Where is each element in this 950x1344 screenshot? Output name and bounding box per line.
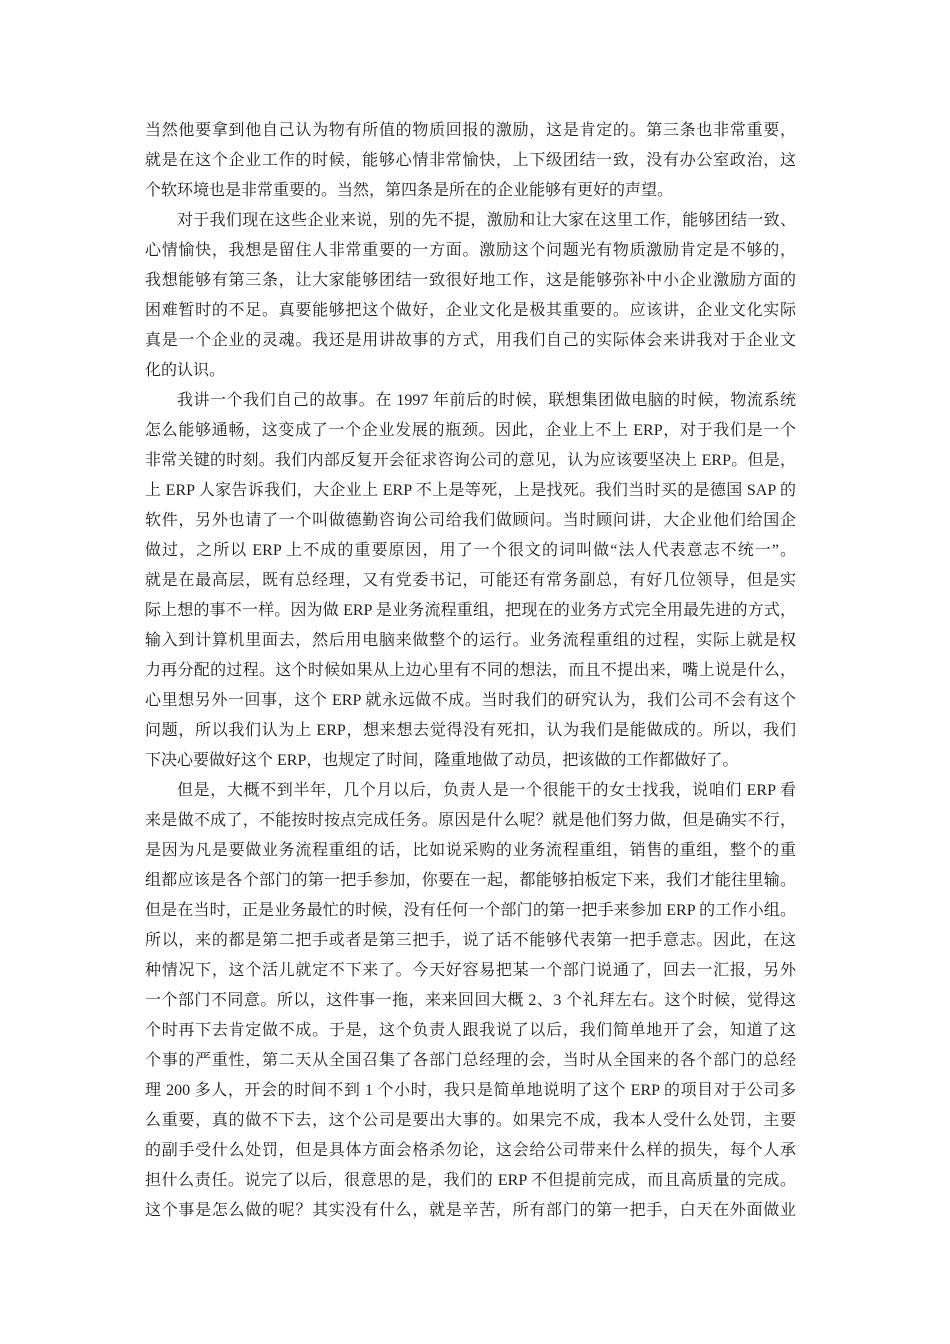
text-line: 怎么能够通畅，这变成了一个企业发展的瓶颈。因此，企业上不上 ERP，对于我们是一个: [145, 422, 796, 439]
text-line: 但是在当时，正是业务最忙的时候，没有任何一个部门的第一把手来参加 ERP 的工作小组。: [145, 902, 796, 919]
text-line: 组都应该是各个部门的第一把手参加，你要在一起，都能够拍板定下来，我们才能往里输。: [145, 872, 796, 889]
text-block: [145, 116, 796, 1226]
text-line: 个时再下去肯定做不成。于是，这个负责人跟我说了以后，我们简单地开了会，知道了这: [145, 1022, 796, 1039]
text-line: 但是，大概不到半年，几个月以后，负责人是一个很能干的女士找我，说咱们 ERP 看: [177, 782, 796, 799]
text-line: 理 200 多人，开会的时间不到 1 个小时，我只是简单地说明了这个 ERP 的项目对于公司多: [145, 1082, 796, 1099]
text-line: 软件，另外也请了一个叫做德勤咨询公司给我们做顾问。当时顾问讲，大企业他们给国企: [145, 512, 796, 529]
text-line: 一个部门不同意。所以，这件事一拖，来来回回大概 2、3 个礼拜左右。这个时候，觉得这: [145, 992, 796, 1009]
text-line: 个事的严重性，第二天从全国召集了各部门总经理的会，当时从全国来的各个部门的总经: [145, 1052, 796, 1069]
text-line: 我讲一个我们自己的故事。在 1997 年前后的时候，联想集团做电脑的时候，物流系统: [177, 392, 796, 409]
text-line: 心里想另外一回事，这个 ERP 就永远做不成。当时我们的研究认为，我们公司不会有这个: [145, 692, 796, 709]
text-line: 对于我们现在这些企业来说，别的先不提，激励和让大家在这里工作，能够团结一致、: [177, 212, 796, 229]
text-line: 输入到计算机里面去，然后用电脑来做整个的运行。业务流程重组的过程，实际上就是权: [145, 632, 796, 649]
text-line: 当然他要拿到他自己认为物有所值的物质回报的激励，这是肯定的。第三条也非常重要，: [145, 122, 796, 139]
text-line: 来是做不成了，不能按时按点完成任务。原因是什么呢？就是他们努力做，但是确实不行，: [145, 812, 796, 829]
text-line: 么重要，真的做不下去，这个公司是要出大事的。如果完不成，我本人受什么处罚，主要: [145, 1112, 796, 1129]
text-line: 种情况下，这个活儿就定不下来了。今天好容易把某一个部门说通了，回去一汇报，另外: [145, 962, 796, 979]
text-line: 非常关键的时刻。我们内部反复开会征求咨询公司的意见，认为应该要坚决上 ERP。但是，: [145, 452, 796, 469]
text-line: 心情愉快，我想是留住人非常重要的一方面。激励这个问题光有物质激励肯定是不够的，: [145, 242, 796, 259]
text-line: 个软环境也是非常重要的。当然，第四条是所在的企业能够有更好的声望。: [145, 182, 674, 199]
text-line: 困难暂时的不足。真要能够把这个做好，企业文化是极其重要的。应该讲，企业文化实际: [145, 302, 796, 319]
text-line: 化的认识。: [145, 362, 226, 379]
text-line: 下决心要做好这个 ERP，也规定了时间，隆重地做了动员，把该做的工作都做好了。: [145, 752, 739, 769]
text-line: 上 ERP 人家告诉我们，大企业上 ERP 不上是等死，上是找死。我们当时买的是德国 SAP 的: [145, 482, 796, 499]
text-line: 力再分配的过程。这个时候如果从上边心里有不同的想法，而且不提出来，嘴上说是什么，: [145, 662, 796, 679]
text-line: 真是一个企业的灵魂。我还是用讲故事的方式，用我们自己的实际体会来讲我对于企业文: [145, 332, 796, 349]
text-line: 做过，之所以 ERP 上不成的重要原因，用了一个很文的词叫做“法人代表意志不统一”。: [145, 542, 796, 559]
text-line: 所以，来的都是第二把手或者是第三把手，说了话不能够代表第一把手意志。因此，在这: [145, 932, 796, 949]
text-line: 我想能够有第三条，让大家能够团结一致很好地工作，这是能够弥补中小企业激励方面的: [145, 272, 796, 289]
text-line: 就是在这个企业工作的时候，能够心情非常愉快，上下级团结一致，没有办公室政治，这: [145, 152, 796, 169]
text-line: 是因为凡是要做业务流程重组的话，比如说采购的业务流程重组，销售的重组，整个的重: [145, 842, 796, 859]
text-line: 担什么责任。说完了以后，很意思的是，我们的 ERP 不但提前完成，而且高质量的完成。: [145, 1172, 796, 1189]
text-line: 际上想的事不一样。因为做 ERP 是业务流程重组，把现在的业务方式完全用最先进的方式，: [145, 602, 796, 619]
text-line: 就是在最高层，既有总经理，又有党委书记，可能还有常务副总，有好几位领导，但是实: [145, 572, 796, 589]
text-line: 问题，所以我们认为上 ERP，想来想去觉得没有死扣，认为我们是能做成的。所以，我们: [145, 722, 796, 739]
text-line: 的副手受什么处罚，但是具体方面会格杀勿论，这会给公司带来什么样的损失，每个人承: [145, 1142, 796, 1159]
text-line: 这个事是怎么做的呢？其实没有什么，就是辛苦，所有部门的第一把手，白天在外面做业: [145, 1202, 796, 1219]
